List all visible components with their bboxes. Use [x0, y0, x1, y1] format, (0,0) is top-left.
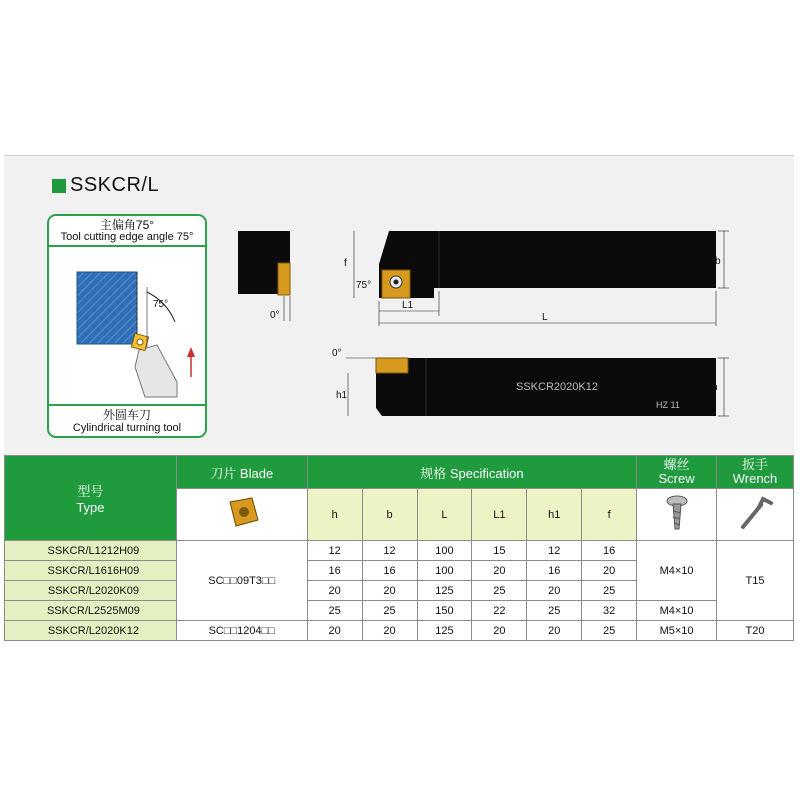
spec-col-h1: h1: [527, 489, 582, 541]
end-view-angle-label: 0°: [270, 310, 280, 321]
screw-image-cell: [637, 489, 717, 541]
screw-header: [637, 456, 717, 489]
blade-header: 刀片 Blade: [176, 456, 307, 489]
cell-l: 125: [417, 621, 472, 641]
table-row-type: [5, 561, 177, 581]
screw-header-zh: 螺丝: [663, 457, 690, 472]
cell-h: 25: [307, 601, 362, 621]
table-row-type: [5, 621, 177, 641]
cell-l1: 22: [472, 601, 527, 621]
type-header-zh: 型号: [77, 484, 104, 499]
type-value: SSKCR/L2525M09: [46, 604, 140, 617]
screw-group1: M4×10: [637, 541, 717, 601]
cell-f: 32: [582, 601, 637, 621]
dimension-f-label: f: [344, 258, 347, 269]
type-value: SSKCR/L1616H09: [47, 564, 140, 577]
cell-l: 125: [417, 581, 472, 601]
cell-l: 100: [417, 541, 472, 561]
spec-header: 规格 Specification: [307, 456, 636, 489]
dimension-l-label: L: [542, 312, 548, 323]
cell-l: 150: [417, 601, 472, 621]
cell-l1: 15: [472, 541, 527, 561]
wrench-image-cell: [717, 489, 794, 541]
spec-table: [4, 455, 794, 641]
wrench-header-en: Wrench: [732, 471, 778, 486]
angle-card-header: [49, 216, 205, 246]
dimension-l1-label: L1: [402, 300, 414, 311]
blade-group2: SC□□1204□□: [176, 621, 307, 641]
diagram-panel: [4, 155, 794, 456]
end-view-insert-shape: [278, 263, 290, 295]
cell-l1: 20: [472, 621, 527, 641]
table-row-type: [5, 601, 177, 621]
side-view-drawing: [326, 346, 736, 421]
page-title: SSKCR/L: [70, 174, 160, 196]
engraving-code: HZ 11: [656, 400, 680, 410]
top-view-drawing: [334, 226, 734, 336]
cell-h: 12: [307, 541, 362, 561]
blade-image-cell: [176, 489, 307, 541]
cell-h1: 25: [527, 601, 582, 621]
cell-h: 16: [307, 561, 362, 581]
cell-h1: 12: [527, 541, 582, 561]
dimension-h1-label: h1: [336, 390, 348, 401]
table-row-type: [5, 541, 177, 561]
side-view-angle-label: 0°: [332, 348, 342, 359]
cell-l1: 20: [472, 561, 527, 581]
angle-card: [47, 214, 207, 438]
cell-f: 25: [582, 581, 637, 601]
cell-h: 20: [307, 621, 362, 641]
spec-col-f: f: [582, 489, 637, 541]
title-block: [52, 174, 159, 197]
cell-h1: 16: [527, 561, 582, 581]
green-square-icon: [52, 179, 66, 193]
catalog-sheet: [4, 155, 794, 650]
spec-col-l: L: [417, 489, 472, 541]
type-value: SSKCR/L2020K12: [47, 624, 139, 637]
screw-row4: M4×10: [637, 601, 717, 621]
screw-row5: M5×10: [637, 621, 717, 641]
type-header: [5, 456, 177, 541]
side-view-insert-shape: [376, 358, 408, 373]
wrench-header-zh: 扳手: [742, 457, 769, 472]
workpiece-shape: [77, 272, 137, 344]
cell-f: 20: [582, 561, 637, 581]
cell-h: 20: [307, 581, 362, 601]
top-view-holder-shape: [379, 231, 716, 298]
wrench-row5: T20: [717, 621, 794, 641]
angle-card-footer: [49, 404, 205, 436]
dimension-b-label: b: [715, 256, 721, 267]
type-value: SSKCR/L1212H09: [47, 544, 140, 557]
screw-header-en: Screw: [658, 471, 695, 486]
cell-b: 20: [362, 581, 417, 601]
cell-f: 16: [582, 541, 637, 561]
angle-label: 75°: [153, 299, 169, 310]
wrench-group1: T15: [717, 541, 794, 621]
turning-diagram: [49, 247, 205, 402]
type-header-en: Type: [76, 500, 105, 515]
screw-icon: [662, 493, 692, 533]
cell-l1: 25: [472, 581, 527, 601]
spec-col-b: b: [362, 489, 417, 541]
top-view-angle-label: 75°: [356, 280, 372, 291]
angle-card-footer-zh: 外圆车刀: [102, 408, 151, 422]
dimension-h-label: h: [712, 382, 718, 393]
engraving-text: SSKCR2020K12: [516, 381, 598, 393]
angle-card-footer-en: Cylindrical turning tool: [72, 422, 182, 434]
end-view-drawing: [232, 226, 302, 326]
feed-arrow-icon: [187, 347, 195, 357]
angle-card-title-en: Tool cutting edge angle 75°: [60, 231, 194, 243]
blade-group1: SC□□09T3□□: [176, 541, 307, 621]
cell-b: 20: [362, 621, 417, 641]
cell-h1: 20: [527, 581, 582, 601]
type-value: SSKCR/L2020K09: [47, 584, 139, 597]
tool-body-shape: [135, 345, 177, 397]
cell-h1: 20: [527, 621, 582, 641]
cell-f: 25: [582, 621, 637, 641]
wrench-header: [717, 456, 794, 489]
cell-b: 25: [362, 601, 417, 621]
angle-card-title-zh: 主偏角75°: [99, 218, 155, 232]
spec-col-l1: L1: [472, 489, 527, 541]
cell-b: 12: [362, 541, 417, 561]
spec-col-h: h: [307, 489, 362, 541]
insert-icon: [222, 496, 262, 530]
cell-b: 16: [362, 561, 417, 581]
wrench-icon: [735, 493, 775, 533]
table-row-type: [5, 581, 177, 601]
cell-l: 100: [417, 561, 472, 581]
